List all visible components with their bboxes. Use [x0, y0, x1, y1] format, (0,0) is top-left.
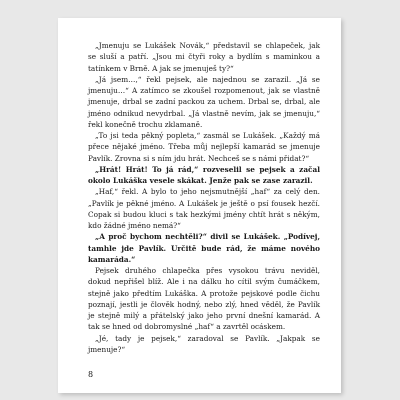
page-number: 8	[88, 370, 94, 379]
paragraph-8: „Jé, tady je pejsek,“ zaradoval se Pavlík. „Jakpak se jmenuje?“	[88, 333, 320, 354]
paragraph-7: Pejsek druhého chlapečka přes vysokou trávu neviděl, dokud nepřišel blíž. Ale i na dálku ho cítil svým čumáčkem, stejně jako předtím Lukáška. A protože pejskové podle čichu poznají, jestli je člověk hodný, nebo zlý, hned věděl, že Pavlík je stejně milý a přátelský jako jeho první dnešní kamarád. A tak se hned od dobromyslné „haf“ a zavrtěl ocáskem.	[88, 266, 320, 332]
paragraph-1: „Jmenuju se Lukášek Novák,“ představil se chlapeček, jak se sluší a patří. „Jsou mi čtyři roky a bydlím s maminkou a tatínkem v Brně. A jak se jmenuješ ty?“	[88, 41, 320, 73]
page-text	[88, 40, 320, 355]
paragraph-2: „Já jsem…,“ řekl pejsek, ale najednou se zarazil. „Já se jmenuju…“ A zatímco se zkoušel rozpomenout, jak se vlastně jmenuje, drbal se zadní packou za uchem. Drbal se, drbal, ale jméno odnikud nevydrbal. „Já vlastně nevím, jak se jmenuju,“ řekl konečně trochu zklamaně.	[88, 74, 320, 129]
paragraph-3: „To jsi teda pěkný popleta,“ zasmál se Lukášek. „Každý má přece nějaké jméno. Třeba můj nejlepší kamarád se jmenuje Pavlík. Zrovna si s ním jdu hrát. Nechceš se s námi přidat?“	[88, 131, 320, 163]
book-page	[58, 18, 341, 393]
paragraph-5: „Haf,“ řekl. A bylo to jeho nejsmutnější „haf“ za celý den. „Pavlík je pěkné jméno. A Lukášek je ještě o psí fousek hezčí. Copak si budou kluci s tak hezkými jmény chtít hrát s někým, kdo žádné jméno nemá?“	[88, 187, 320, 230]
paragraph-6: „A proč bychom nechtěli?“ divil se Lukášek. „Podívej, tamhle jde Pavlík. Určitě bude rád, že máme nového kamaráda.“	[88, 232, 320, 264]
paragraph-4: „Hrát! Hrát! To já rád,“ rozveselil se pejsek a začal okolo Lukáška vesele skákat. Jenže pak se zase zarazil.	[88, 164, 320, 185]
